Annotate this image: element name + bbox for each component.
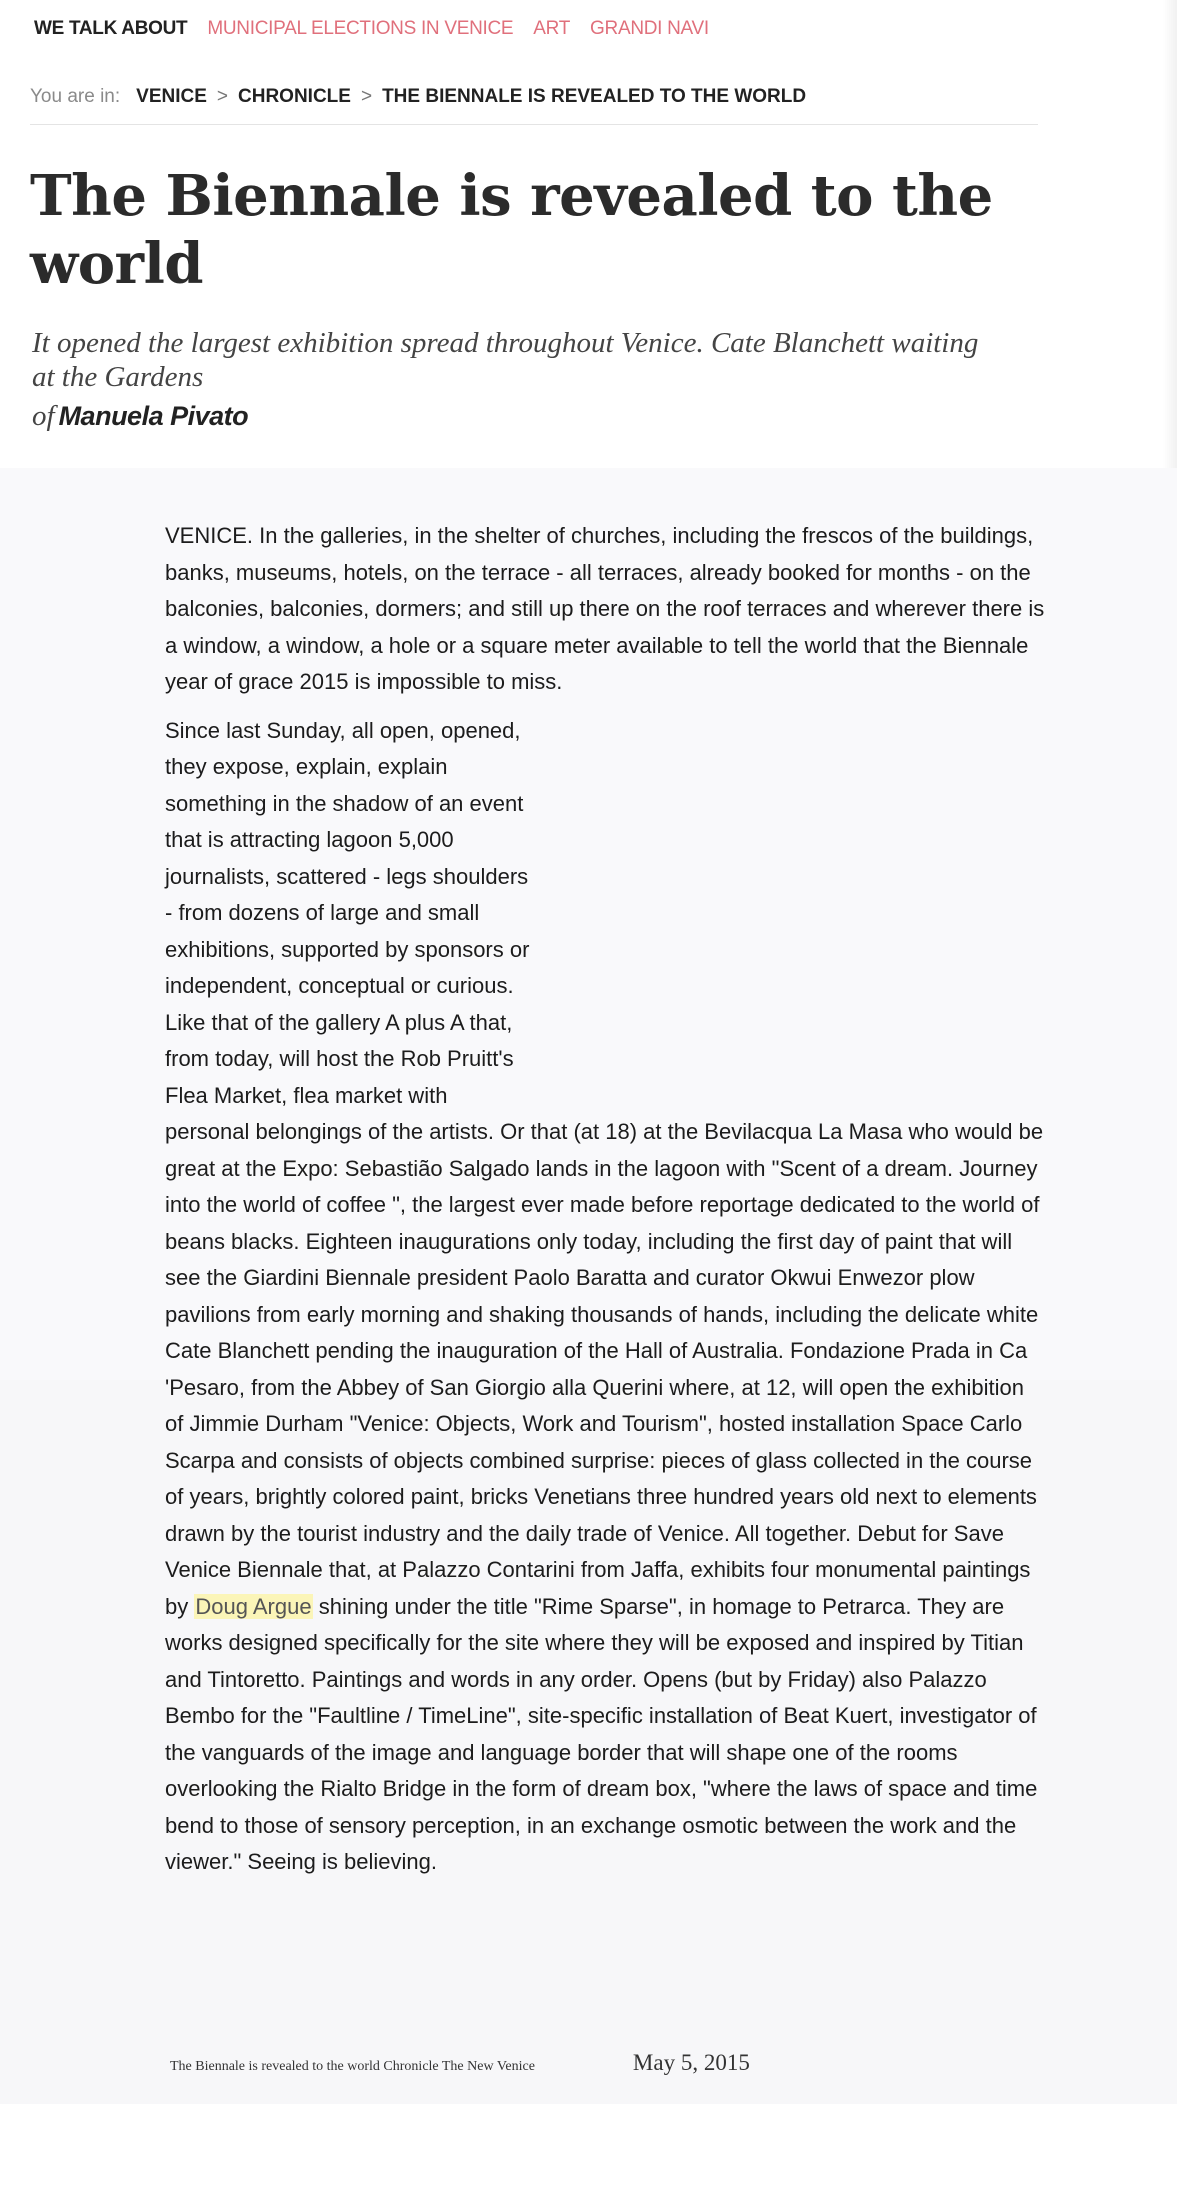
byline-prefix: of xyxy=(32,400,55,432)
article-paragraph-1: VENICE. In the galleries, in the shelter of churches, including the frescos of the buildings, banks, museums, hotels, on the terrace - all terraces, already booked for months - on the balconies, balconies, dormers; and still up there on the roof terraces and wherever there is a window, a window, a hole or a square meter available to tell the world that the Biennale year of grace 2015 is impossible to miss. xyxy=(165,523,1045,694)
paragraph-2-text-after: shining under the title "Rime Sparse", in homage to Petrarca. They are works designed specifically for the site where they will be exposed and inspired by Titian and Tintoretto. Paintings and words in any order. Opens (but by Friday) also Palazzo Bembo for the "Faultline / TimeLine", site-specific installation of Beat Kuert, investigator of the vanguards of the image and language border that will shape one of the rooms overlooking the Rialto Bridge in the form of dream box, "where the laws of space and time bend to those of sensory perception, in an exchange osmotic between the work and the viewer." Seeing is believing. xyxy=(165,1593,1038,1874)
paragraph-2-text-before: Since last Sunday, all open, opened, they expose, explain, explain something in the shadow of an event that is attracting lagoon 5,000 journalists, scattered - legs shoulders - from dozens of large and small exhibitions, supported by sponsors or independent, conceptual or curious. Like that of the gallery A plus A that, from today, will host the Rob Pruitt's Flea Market, flea market with personal belongings of the artists. Or that (at 18) at the Bevilacqua La Masa who would be great at the Expo: Sebastião Salgado lands in the lagoon with "Scent of a dream. Journey into the world of coffee ", the largest ever made before reportage dedicated to the world of beans blacks. Eighteen inaugurations only today, including the first day of paint that will see the Giardini Biennale president Paolo Baratta and curator Okwui Enwezor plow pavilions from early morning and shaking thousands of hands, including the delicate white Cate Blanchett pending the inauguration of the Hall of Australia. Fondazione Prada in Ca 'Pesaro, from the Abbey of San Giorgio alla Querini where, at 12, will open the exhibition of Jimmie Durham "Venice: Objects, Work and Tourism", hosted installation Space Carlo Scarpa and consists of objects combined surprise: pieces of glass collected in the course of years, brightly colored paint, bricks Venetians three hundred years old next to elements drawn by the tourist industry and the daily trade of Venice. All together. Debut for Save Venice Biennale that, at Palazzo Contarini from Jaffa, exhibits four monumental paintings by xyxy=(165,717,1044,1619)
breadcrumb-separator: > xyxy=(360,86,373,107)
breadcrumb xyxy=(30,86,806,108)
topic-link-grandi-navi[interactable]: GRANDI NAVI xyxy=(590,18,709,39)
breadcrumb-item-current-article[interactable]: THE BIENNALE IS REVEALED TO THE WORLD xyxy=(382,86,807,107)
topics-nav xyxy=(34,18,709,40)
clipping-footer xyxy=(170,2050,850,2076)
topic-link-municipal-elections[interactable]: MUNICIPAL ELECTIONS IN VENICE xyxy=(207,18,514,39)
article-subtitle: It opened the largest exhibition spread throughout Venice. Cate Blanchett waiting at the Gardens xyxy=(32,327,979,393)
topic-link-art[interactable]: ART xyxy=(533,18,571,39)
author-name[interactable]: Manuela Pivato xyxy=(58,401,249,431)
article-title: The Biennale is revealed to the world xyxy=(30,163,993,297)
image-placeholder-space xyxy=(535,713,1045,1085)
clipping-date: May 5, 2015 xyxy=(632,2050,750,2075)
scan-edge xyxy=(1163,0,1177,468)
article-body xyxy=(165,518,1045,1881)
topics-nav-lead: WE TALK ABOUT xyxy=(34,18,188,39)
header-divider xyxy=(30,124,1038,125)
breadcrumb-item-venice[interactable]: VENICE xyxy=(136,86,207,107)
clipping-credit: The Biennale is revealed to the world Chronicle The New Venice xyxy=(170,2059,535,2074)
breadcrumb-item-chronicle[interactable]: CHRONICLE xyxy=(238,86,351,107)
highlighted-artist-name[interactable]: Doug Argue xyxy=(195,1593,312,1619)
byline xyxy=(32,400,248,433)
breadcrumb-separator: > xyxy=(216,86,229,107)
breadcrumb-label: You are in: xyxy=(30,86,121,107)
